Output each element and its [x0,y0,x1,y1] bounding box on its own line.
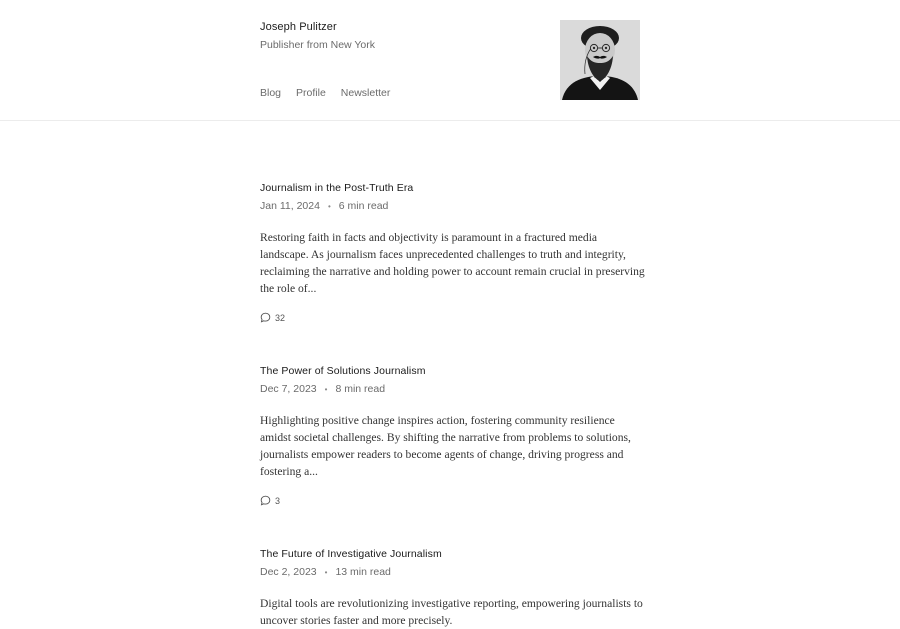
post-date: Dec 2, 2023 [260,566,317,578]
comment-count: 3 [275,495,281,506]
post-read-time: 13 min read [335,566,391,578]
nav-link-profile[interactable]: Profile [296,87,326,99]
comment-bubble-icon [260,312,271,323]
comments-link[interactable] [260,312,650,323]
main-nav [260,87,390,99]
post-meta [260,200,650,212]
post-title[interactable]: Journalism in the Post-Truth Era [260,182,414,194]
portrait-image [560,20,640,100]
post-date: Jan 11, 2024 [260,200,320,212]
post-item [260,182,650,323]
author-bio: Publisher from New York [260,39,375,51]
meta-separator: • [324,384,328,394]
author-avatar[interactable] [560,20,640,100]
post-item [260,365,650,506]
nav-link-newsletter[interactable]: Newsletter [340,87,391,99]
nav-link-blog[interactable]: Blog [260,87,282,99]
comment-bubble-icon [260,495,271,506]
comments-link[interactable] [260,495,650,506]
meta-separator: • [324,567,328,577]
post-excerpt: Highlighting positive change inspires action, fostering community resilience amidst societal challenges. By shifting the narrative from problems to solutions, journalists empower readers to become agents of change, driving progress and fostering a... [260,414,631,478]
post-excerpt: Digital tools are revolutionizing investigative reporting, empowering journalists to uncover stories faster and more precisely. [260,597,643,627]
post-title[interactable]: The Future of Investigative Journalism [260,548,442,560]
post-read-time: 6 min read [338,200,389,212]
meta-separator: • [327,201,331,211]
post-read-time: 8 min read [335,383,386,395]
author-name[interactable]: Joseph Pulitzer [260,21,337,33]
post-meta [260,566,650,578]
post-meta [260,383,650,395]
comment-count: 32 [275,312,286,323]
post-date: Dec 7, 2023 [260,383,317,395]
post-title[interactable]: The Power of Solutions Journalism [260,365,426,377]
site-header [0,0,900,121]
post-item [260,548,650,629]
post-excerpt: Restoring faith in facts and objectivity is paramount in a fractured media landscape. As journalism faces unprecedented challenges to truth and integrity, reclaiming the narrative and holding power to account remain crucial in preserving the role of... [260,231,645,295]
